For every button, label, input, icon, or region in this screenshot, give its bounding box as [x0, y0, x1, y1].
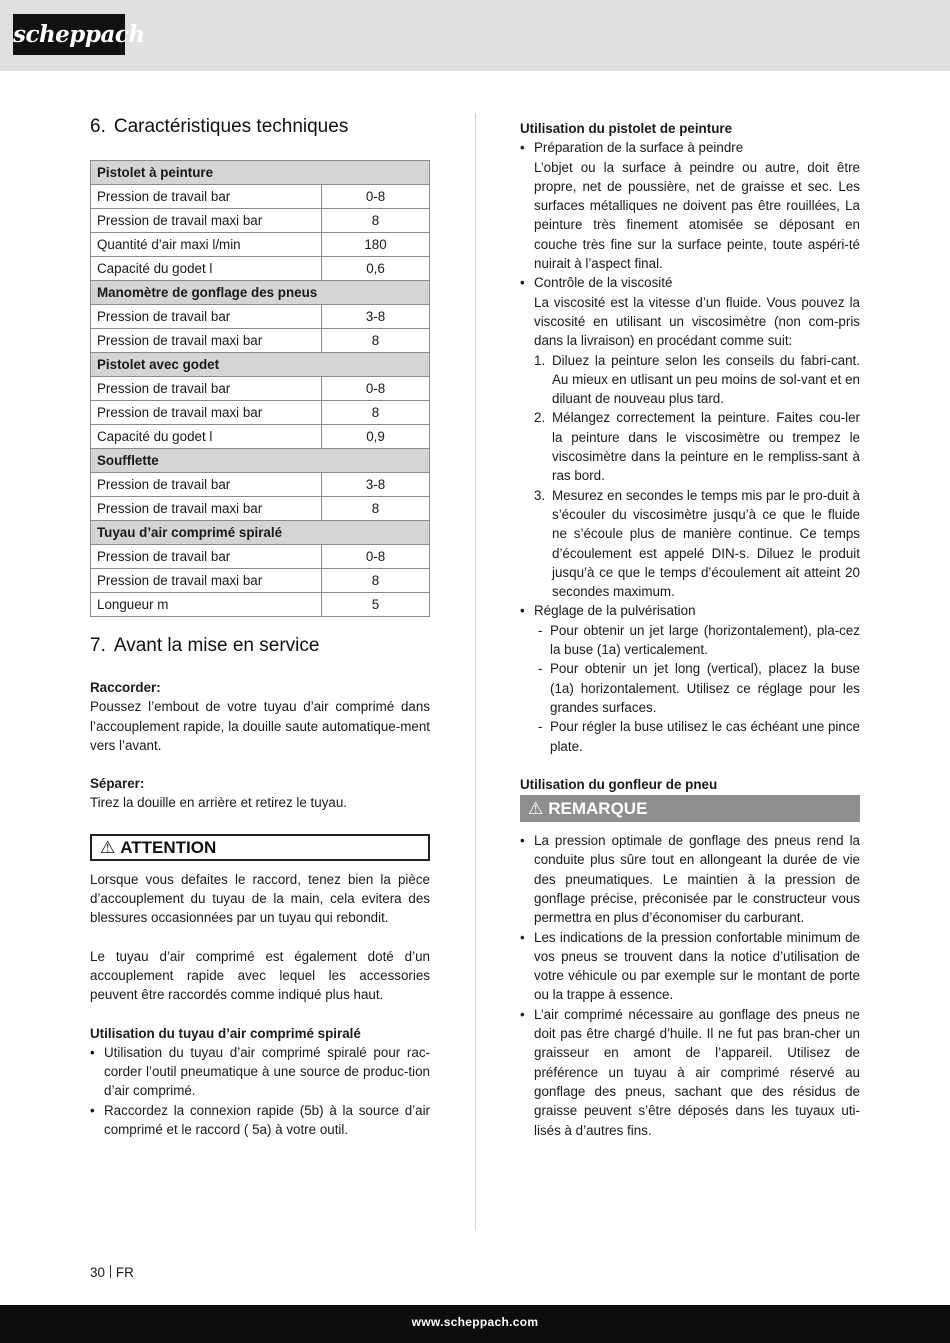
- list-item: - Pour obtenir un jet long (vertical), placez la buse (1a) horizontalement. Utilisez ce réglage pour les grandes surfaces.: [538, 661, 860, 715]
- list-item: • Utilisation du tuyau d’air comprimé spiralé pour rac-corder l’outil pneumatique à une source de produc-tion d’air comprimé.: [90, 1044, 430, 1099]
- viscosity-text: La viscosité est la vitesse d’un fluide. Vous pouvez la viscosité en utilisant un viscosimètre (non com-pris dans la livraison) en procédant comme suit:: [534, 294, 860, 349]
- spiral-hose-title: Utilisation du tuyau d’air comprimé spiralé: [90, 1025, 361, 1041]
- spiral-hose-list: [90, 1043, 430, 1139]
- list-item: • L’air comprimé nécessaire au gonflage des pneus ne doit pas être chargé d’huile. Il ne fut pas bran-cher un graisseur en amont de l’appareil. Utilisez de préférence un tuyau à air comprimé réservé au gonflage des pneus, sachant que des résidus de graisse peuvent s’être déposés dans les tuyaux uti-lisés à d’autres fins.: [520, 1006, 860, 1138]
- spec-value: 8: [322, 497, 430, 521]
- spec-label: Quantité d’air maxi l/min: [91, 233, 322, 257]
- list-item: - Pour obtenir un jet large (horizontalement), pla-cez la buse (1a) verticalement.: [538, 622, 860, 658]
- spec-value: 8: [322, 569, 430, 593]
- spec-value: 3-8: [322, 473, 430, 497]
- spray-adjust-list: [520, 601, 860, 620]
- spray-gun-list: [520, 138, 860, 350]
- table-group-row: [91, 353, 430, 377]
- spec-label: Capacité du godet l: [91, 257, 322, 281]
- section-6-heading: [90, 114, 430, 140]
- spec-value: 0,6: [322, 257, 430, 281]
- table-row: [91, 305, 430, 329]
- viscosity-title: Contrôle de la viscosité: [534, 275, 673, 291]
- step-item: 1. Diluez la peinture selon les conseils du fabri-cant. Au mieux en utlisant un peu moins de sol-vant et en diluant de nouveau plus tard.: [534, 352, 860, 407]
- table-row: [91, 401, 430, 425]
- raccorder-text: Poussez l’embout de votre tuyau d’air comprimé dans l’accouplement rapide, la douille saute automatique-ment vers l’avant.: [90, 699, 430, 753]
- spec-label: Longueur m: [91, 593, 322, 617]
- section-7-heading: [90, 633, 430, 659]
- spec-value: 180: [322, 233, 430, 257]
- scheppach-logo: scheppach: [13, 14, 125, 55]
- spec-label: Pression de travail maxi bar: [91, 401, 322, 425]
- step-item: 2. Mélangez correctement la peinture. Faites cou-ler la peinture dans le viscosimètre ou trempez le viscosimètre dans la peinture en le rempliss-sant à ras bord.: [534, 410, 860, 484]
- coupling-paragraph: Le tuyau d’air comprimé est également doté d’un accouplement rapide avec lequel les accessories peuvent être raccordés comme indiqué plus haut.: [90, 948, 430, 1003]
- table-group-row: [91, 281, 430, 305]
- remarque-label: REMARQUE: [548, 799, 648, 819]
- bullet-icon: •: [520, 929, 525, 945]
- bullet-icon: •: [520, 603, 525, 619]
- list-item: [520, 138, 860, 273]
- spec-value: 8: [322, 401, 430, 425]
- table-row: [91, 233, 430, 257]
- spec-label: Pression de travail bar: [91, 377, 322, 401]
- group-label: Tuyau d’air comprimé spiralé: [91, 521, 430, 545]
- spray-adjust-options: [520, 621, 860, 756]
- page-number: 30 FR: [90, 1265, 134, 1280]
- right-column: [520, 119, 860, 1140]
- spec-label: Pression de travail maxi bar: [91, 497, 322, 521]
- bullet-icon: •: [520, 140, 525, 156]
- spec-value: 0-8: [322, 545, 430, 569]
- list-item: • La pression optimale de gonflage des pneus rend la conduite plus sûre tout en allongeant la durée de vie des pneumatiques. Le maintien à la pression de gonflage précise, préconisée par le constructeur vous permettra en plus d’économiser du carburant.: [520, 833, 860, 926]
- spec-label: Capacité du godet l: [91, 425, 322, 449]
- table-row: [91, 545, 430, 569]
- separator: [110, 1265, 111, 1278]
- spec-value: 0-8: [322, 377, 430, 401]
- list-item: [520, 601, 860, 620]
- website-link[interactable]: www.scheppach.com: [411, 1315, 539, 1329]
- list-item: • Raccordez la connexion rapide (5b) à la source d’air comprimé et le raccord ( 5a) à votre outil.: [90, 1102, 430, 1138]
- preparation-text: L’objet ou la surface à peindre ou autre, doit être propre, net de poussière, net de graisse et sec. Les surfaces métalliques ne doivent pas être rouillées, La peinture très finement atomisée se déposant en couche très fine sur la surface peinte, toute aspéri-té nuirait à l’aspect final.: [534, 159, 860, 272]
- bullet-icon: •: [520, 833, 525, 849]
- group-label: Pistolet à peinture: [91, 161, 430, 185]
- table-group-row: [91, 521, 430, 545]
- tire-inflator-list: [520, 831, 860, 1140]
- section-number: 6.: [90, 116, 106, 137]
- table-row: [91, 329, 430, 353]
- list-item: - Pour régler la buse utilisez le cas échéant une pince plate.: [538, 719, 860, 754]
- spec-value: 8: [322, 209, 430, 233]
- spec-value: 5: [322, 593, 430, 617]
- attention-label: ATTENTION: [120, 837, 217, 857]
- spec-value: 0,9: [322, 425, 430, 449]
- remarque-box: [520, 795, 860, 822]
- spray-gun-title: Utilisation du pistolet de peinture: [520, 121, 733, 136]
- list-item: [520, 273, 860, 350]
- section-title: Caractéristiques techniques: [113, 116, 349, 137]
- spec-label: Pression de travail maxi bar: [91, 569, 322, 593]
- table-row: [91, 425, 430, 449]
- warning-icon: ⚠: [100, 837, 116, 857]
- step-item: 3. Mesurez en secondes le temps mis par le pro-duit à s’écouler du viscosimètre jusqu’à ce que le fluide ne s’écoule plus de manière continue. Ce temps d’écoulement est appelé DIN-s. Diluez le produit jusqu’à ce que le temps d’écoulement ait atteint 20 secondes maximum.: [534, 487, 860, 600]
- spray-adjust-title: Réglage de la pulvérisation: [534, 603, 696, 619]
- spec-label: Pression de travail maxi bar: [91, 209, 322, 233]
- viscosity-steps: [520, 351, 860, 602]
- attention-text: Lorsque vous defaites le raccord, tenez bien la pièce d’accouplement du tuyau de la main, cela evitera des blessures occasionnées par un tuyau qui rebondit.: [90, 871, 430, 926]
- spec-label: Pression de travail bar: [91, 545, 322, 569]
- raccorder-title: Raccorder:: [90, 680, 161, 695]
- bullet-icon: •: [520, 1006, 525, 1022]
- tire-inflator-title: Utilisation du gonfleur de pneu: [520, 776, 718, 792]
- spec-label: Pression de travail bar: [91, 305, 322, 329]
- bullet-icon: •: [90, 1102, 95, 1118]
- spec-value: 0-8: [322, 185, 430, 209]
- spec-table: [90, 160, 430, 617]
- preparation-title: Préparation de la surface à peindre: [534, 140, 744, 156]
- group-label: Pistolet avec godet: [91, 353, 430, 377]
- bullet-icon: •: [520, 275, 525, 291]
- section-title: Avant la mise en service: [113, 635, 320, 656]
- table-row: [91, 257, 430, 281]
- table-row: [91, 497, 430, 521]
- section-number: 7.: [90, 635, 106, 656]
- table-group-row: [91, 161, 430, 185]
- table-row: [91, 209, 430, 233]
- list-item: • Les indications de la pression confortable minimum de vos pneus se trouvent dans la notice d’utilisation de votre véhicule ou par exemple sur le montant de porte ou la trappe à essence.: [520, 929, 860, 1003]
- spec-value: 3-8: [322, 305, 430, 329]
- left-column: [90, 114, 430, 1139]
- table-row: [91, 593, 430, 617]
- group-label: Soufflette: [91, 449, 430, 473]
- separer-text: Tirez la douille en arrière et retirez le tuyau.: [90, 795, 348, 811]
- table-row: [91, 185, 430, 209]
- spec-value: 8: [322, 329, 430, 353]
- table-group-row: [91, 449, 430, 473]
- table-row: [91, 473, 430, 497]
- warning-icon: ⚠: [528, 799, 544, 819]
- spec-label: Pression de travail bar: [91, 185, 322, 209]
- group-label: Manomètre de gonflage des pneus: [91, 281, 430, 305]
- separer-title: Séparer:: [90, 776, 145, 792]
- table-row: [91, 377, 430, 401]
- attention-box: [90, 834, 430, 861]
- spec-label: Pression de travail bar: [91, 473, 322, 497]
- column-divider: [475, 113, 476, 1230]
- table-row: [91, 569, 430, 593]
- bullet-icon: •: [90, 1044, 95, 1060]
- spec-label: Pression de travail maxi bar: [91, 329, 322, 353]
